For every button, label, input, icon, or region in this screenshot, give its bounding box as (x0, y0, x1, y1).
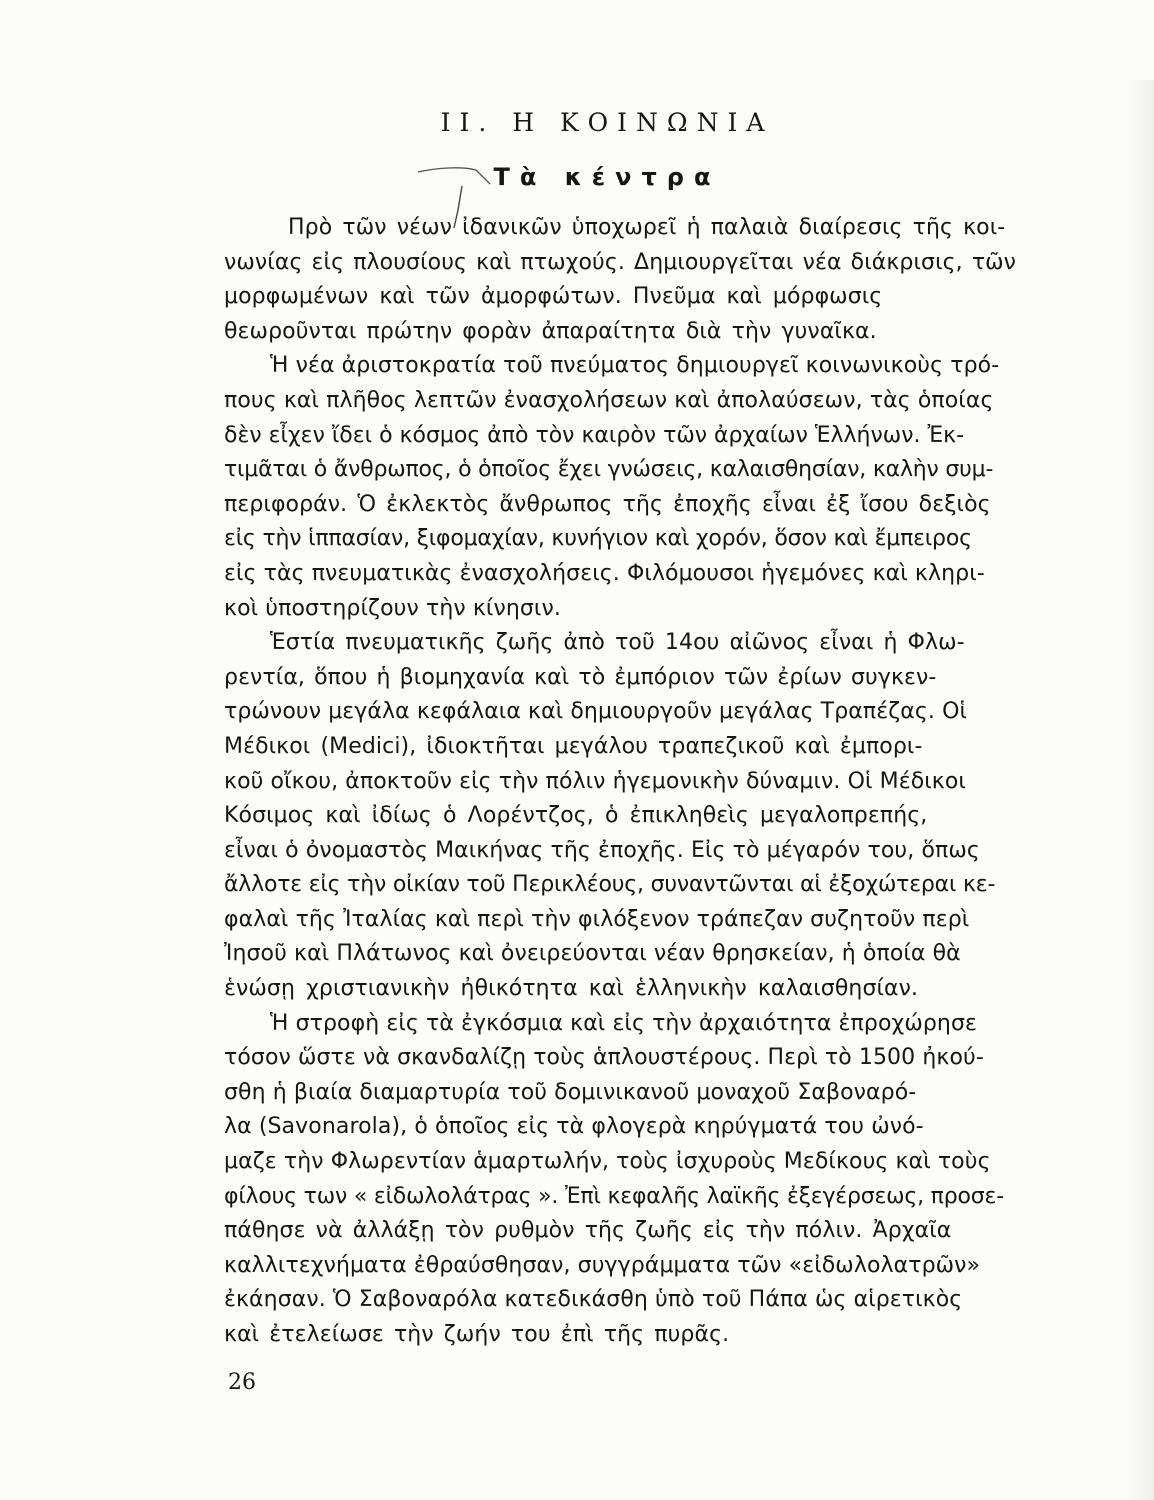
text-line: Ἡ νέα ἀριστοκρατία τοῦ πνεύματος δημιουργεῖ κοινωνικοὺς τρό- (270, 353, 1000, 379)
text-line: σθη ἡ βιαία διαμαρτυρία τοῦ δομινικανοῦ μοναχοῦ Σαβοναρό- (224, 1079, 917, 1105)
text-line: κοῦ οἴκου, ἀποκτοῦν εἰς τὴν πόλιν ἡγεμονικὴν δύναμιν. Οἱ Μέδικοι (224, 768, 966, 794)
text-line: κοὶ ὑποστηρίζουν τὴν κίνησιν. (224, 595, 561, 621)
body-text (224, 211, 1038, 1353)
text-line: δὲν εἶχεν ἴδει ὁ κόσμος ἀπὸ τὸν καιρὸν τῶν ἀρχαίων Ἑλλήνων. Ἐκ- (224, 422, 965, 448)
text-line: καὶ ἐτελείωσε τὴν ζωήν του ἐπὶ τῆς πυρᾶς. (224, 1322, 730, 1347)
chapter-title: II. Η ΚΟΙΝΩΝΙΑ (440, 108, 774, 137)
text-line: φαλαὶ τῆς Ἰταλίας καὶ περὶ τὴν φιλόξενον τράπεζαν συζητοῦν περὶ (224, 906, 970, 932)
text-line: εἰς τὰς πνευματικὰς ἐνασχολήσεις. Φιλόμουσοι ἡγεμόνες καὶ κληρι- (224, 560, 985, 586)
text-line: Ἑστία πνευματικῆς ζωῆς ἀπὸ τοῦ 14ου αἰῶνος εἶναι ἡ Φλω- (270, 630, 965, 656)
page-edge-shadow (1126, 80, 1154, 1500)
text-line: Μέδικοι (Medici), ἰδιοκτῆται μεγάλου τραπεζικοῦ καὶ ἐμπορι- (224, 733, 923, 759)
text-line: Πρὸ τῶν νέων ἰδανικῶν ὑποχωρεῖ ἡ παλαιὰ διαίρεσις τῆς κοι- (288, 215, 1006, 240)
text-line: ἑνώσῃ χριστιανικὴν ἠθικότητα καὶ ἑλληνικὴν καλαισθησίαν. (224, 976, 919, 1002)
text-line: λα (Savonarola), ὁ ὁποῖος εἰς τὰ φλογερὰ κηρύγματά του ὠνό- (224, 1114, 924, 1140)
text-line: Κόσιμος καὶ ἰδίως ὁ Λορέντζος, ὁ ἐπικληθεὶς μεγαλοπρεπής, (224, 803, 928, 829)
text-line: εἶναι ὁ ὀνομαστὸς Μαικήνας τῆς ἐποχῆς. Εἰς τὸ μέγαρόν του, ὅπως (224, 837, 980, 863)
text-line: τρώνουν μεγάλα κεφάλαια καὶ δημιουργοῦν μεγάλας Τραπέζας. Οἱ (224, 699, 968, 725)
text-line: νωνίας εἰς πλουσίους καὶ πτωχούς. Δημιουργεῖται νέα διάκρισις, τῶν (224, 249, 1017, 275)
text-line: τιμᾶται ὁ ἄνθρωπος, ὁ ὁποῖος ἔχει γνώσεις, καλαισθησίαν, καλὴν συμ- (224, 457, 994, 483)
text-line: Ἡ στροφὴ εἰς τὰ ἐγκόσμια καὶ εἰς τὴν ἀρχαιότητα ἐπροχώρησε (270, 1010, 977, 1036)
text-line: τόσον ὥστε νὰ σκανδαλίζῃ τοὺς ἁπλουστέρους. Περὶ τὸ 1500 ἠκού- (224, 1045, 984, 1071)
text-line: ἐκάησαν. Ὁ Σαβοναρόλα κατεδικάσθη ὑπὸ τοῦ Πάπα ὡς αἱρετικὸς (224, 1287, 963, 1313)
text-line: θεωροῦνται πρώτην φορὰν ἀπαραίτητα διὰ τὴν γυναῖκα. (224, 318, 877, 344)
text-line: Ἰησοῦ καὶ Πλάτωνος καὶ ὀνειρεύονται νέαν θρησκείαν, ἡ ὁποία θὰ (224, 941, 961, 967)
page-number: 26 (228, 1370, 256, 1395)
text-line: ρεντία, ὅπου ἡ βιομηχανία καὶ τὸ ἐμπόριον τῶν ἐρίων συγκεν- (224, 664, 937, 690)
text-line: φίλους των « εἰδωλολάτρας ». Ἐπὶ κεφαλῆς λαϊκῆς ἐξεγέρσεως, προσε- (224, 1183, 1004, 1209)
text-line: περιφοράν. Ὁ ἐκλεκτὸς ἄνθρωπος τῆς ἐποχῆς εἶναι ἐξ ἴσου δεξιὸς (224, 491, 991, 517)
text-line: μορφωμένων καὶ τῶν ἀμορφώτων. Πνεῦμα καὶ μόρφωσις (224, 284, 883, 310)
text-line: πους καὶ πλῆθος λεπτῶν ἐνασχολήσεων καὶ ἀπολαύσεων, τὰς ὁποίας (224, 387, 994, 413)
text-line: πάθησε νὰ ἀλλάξῃ τὸν ρυθμὸν τῆς ζωῆς εἰς τὴν πόλιν. Ἀρχαῖα (224, 1218, 952, 1244)
text-line: ἄλλοτε εἰς τὴν οἰκίαν τοῦ Περικλέους, συναντῶνται αἱ ἐξοχώτεραι κε- (224, 872, 996, 898)
text-line: εἰς τὴν ἱππασίαν, ξιφομαχίαν, κυνήγιον καὶ χορόν, ὅσον καὶ ἔμπειρος (224, 526, 972, 552)
text-line: καλλιτεχνήματα ἐθραύσθησαν, συγγράμματα τῶν «εἰδωλολατρῶν» (224, 1252, 981, 1278)
section-title: Τὰ κέντρα (493, 163, 721, 191)
text-line: μαζε τὴν Φλωρεντίαν ἁμαρτωλήν, τοὺς ἰσχυροὺς Μεδίκους καὶ τοὺς (224, 1149, 991, 1175)
